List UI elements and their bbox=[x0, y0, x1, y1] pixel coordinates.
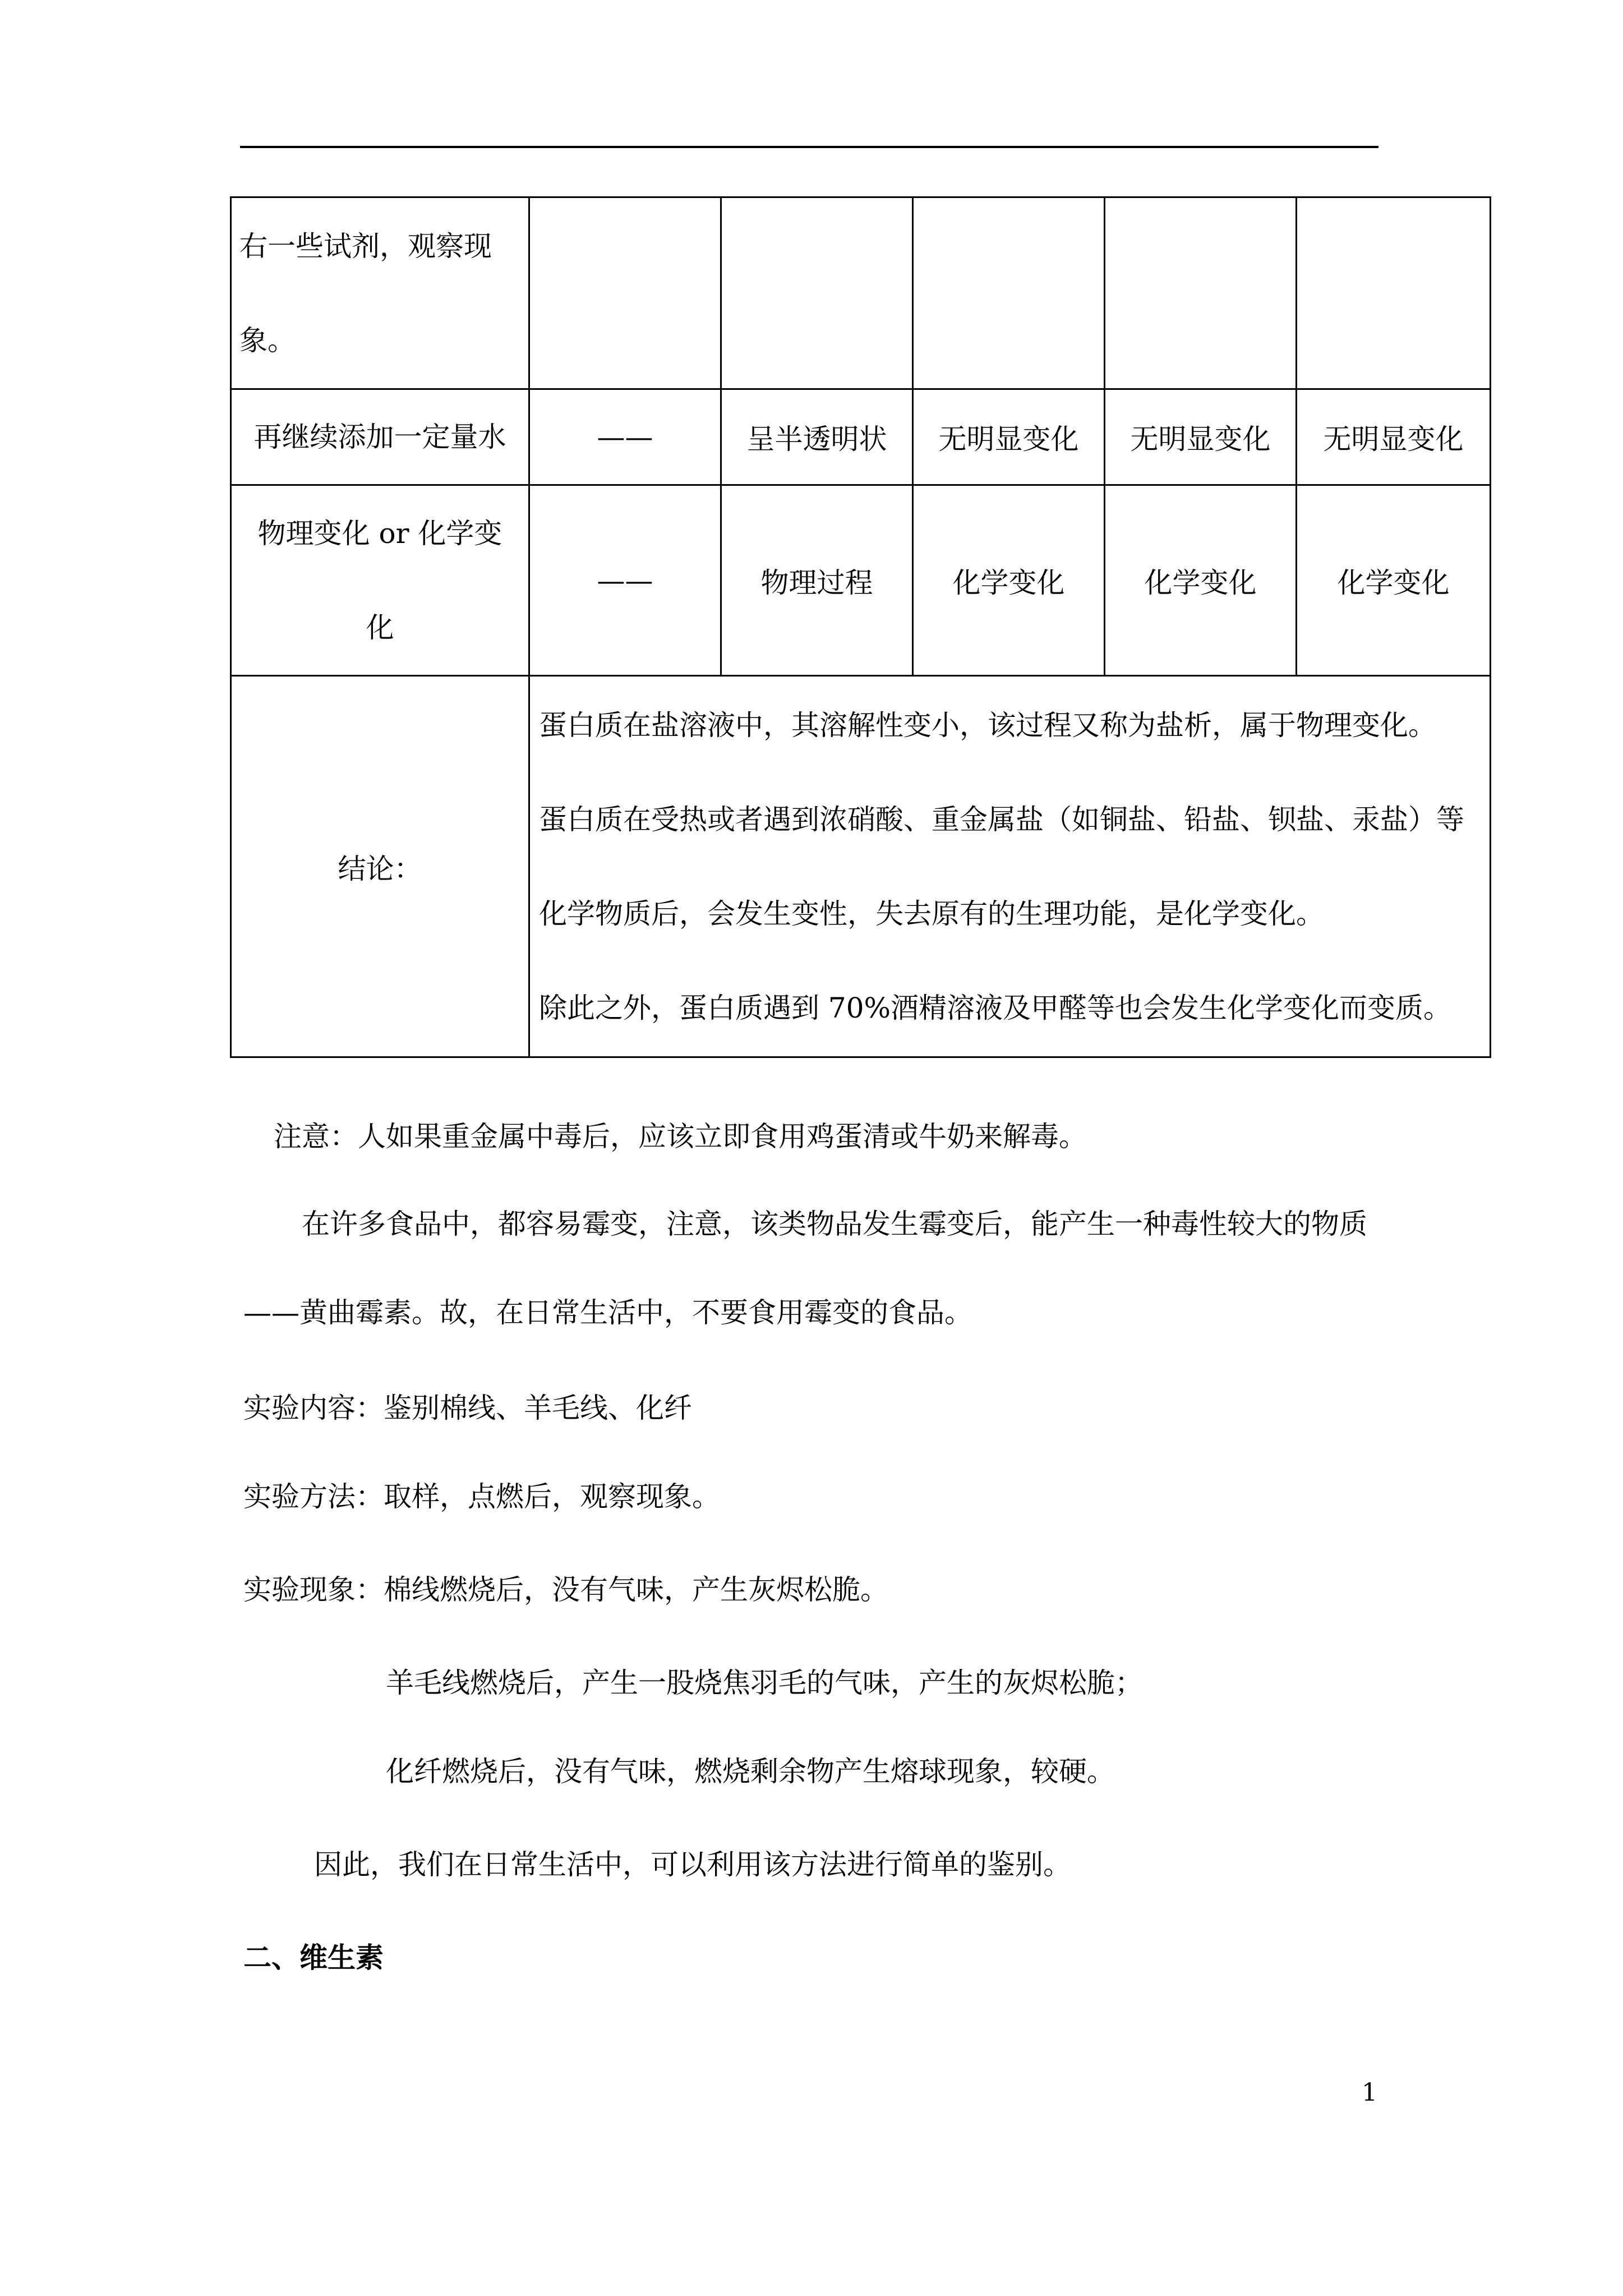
row-label-line: 右一些试剂，观察现 bbox=[239, 229, 492, 263]
page-number: 1 bbox=[1362, 2078, 1377, 2107]
table-row bbox=[231, 389, 1491, 485]
table-row bbox=[231, 485, 1491, 676]
table-cell: —— bbox=[529, 389, 721, 485]
summary-paragraph: 因此，我们在日常生活中，可以利用该方法进行简单的鉴别。 bbox=[314, 1848, 1071, 1881]
conclusion-label: 结论： bbox=[231, 676, 529, 1057]
table-cell: 呈半透明状 bbox=[721, 389, 913, 485]
table-row-conclusion bbox=[231, 676, 1491, 1057]
experiment-table bbox=[230, 196, 1491, 1058]
table-cell: 物理过程 bbox=[721, 485, 913, 676]
table-cell bbox=[1105, 197, 1297, 389]
section-heading: 二、维生素 bbox=[243, 1941, 384, 1974]
experiment-content: 实验内容：鉴别棉线、羊毛线、化纤 bbox=[243, 1392, 692, 1424]
table-row bbox=[231, 197, 1491, 389]
table-cell bbox=[1297, 197, 1491, 389]
row-label-line: 物理变化 or 化学变 bbox=[257, 517, 502, 550]
table-cell bbox=[529, 197, 721, 389]
conclusion-line: 蛋白质在盐溶液中，其溶解性变小，该过程又称为盐析，属于物理变化。 bbox=[539, 708, 1436, 742]
row-label bbox=[231, 389, 529, 485]
experiment-result-line: 化纤燃烧后，没有气味，燃烧剩余物产生熔球现象，较硬。 bbox=[386, 1755, 1115, 1788]
table-cell: 无明显变化 bbox=[1105, 389, 1297, 485]
row-label-line: 象。 bbox=[239, 324, 296, 357]
mold-paragraph-line: 在许多食品中，都容易霉变，注意，该类物品发生霉变后，能产生一种毒性较大的物质 bbox=[302, 1208, 1367, 1240]
conclusion-line: 化学物质后，会发生变性，失去原有的生理功能，是化学变化。 bbox=[539, 897, 1324, 930]
experiment-result-line: 实验现象：棉线燃烧后，没有气味，产生灰烬松脆。 bbox=[243, 1573, 888, 1606]
row-label bbox=[231, 197, 529, 389]
header-rule bbox=[240, 146, 1378, 148]
row-label-line: 化 bbox=[366, 611, 394, 644]
table-cell: 无明显变化 bbox=[1297, 389, 1491, 485]
conclusion-line: 蛋白质在受热或者遇到浓硝酸、重金属盐（如铜盐、铅盐、钡盐、汞盐）等 bbox=[539, 803, 1464, 836]
table-cell: 化学变化 bbox=[1105, 485, 1297, 676]
table-cell bbox=[721, 197, 913, 389]
row-label bbox=[231, 485, 529, 676]
table-cell: 无明显变化 bbox=[913, 389, 1105, 485]
note-paragraph: 注意：人如果重金属中毒后，应该立即食用鸡蛋清或牛奶来解毒。 bbox=[274, 1120, 1087, 1153]
mold-paragraph-line: ——黄曲霉素。故，在日常生活中，不要食用霉变的食品。 bbox=[243, 1296, 972, 1329]
experiment-result-line: 羊毛线燃烧后，产生一股烧焦羽毛的气味，产生的灰烬松脆； bbox=[386, 1667, 1143, 1699]
conclusion-text bbox=[529, 676, 1491, 1057]
conclusion-line: 除此之外，蛋白质遇到 70%酒精溶液及甲醛等也会发生化学变化而变质。 bbox=[539, 991, 1452, 1024]
table-cell bbox=[913, 197, 1105, 389]
table-cell: 化学变化 bbox=[1297, 485, 1491, 676]
table-cell: 化学变化 bbox=[913, 485, 1105, 676]
row-label-line: 再继续添加一定量水 bbox=[253, 421, 506, 453]
experiment-method: 实验方法：取样，点燃后，观察现象。 bbox=[243, 1480, 720, 1513]
table-cell: —— bbox=[529, 485, 721, 676]
